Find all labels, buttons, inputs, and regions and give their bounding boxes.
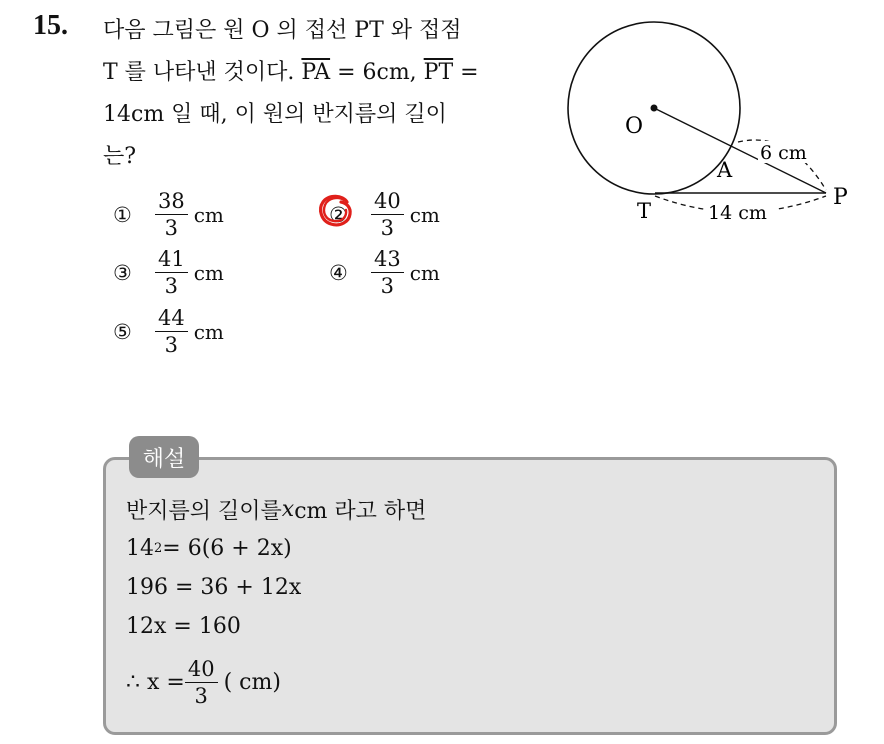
solution-content [126, 490, 426, 714]
label-p: P [833, 185, 848, 210]
question-line-2-c: = [453, 60, 479, 85]
choice-3-denominator: 3 [164, 274, 179, 298]
solution-eq-4-numerator: 40 [185, 657, 218, 683]
choice-5[interactable] [113, 306, 224, 357]
question-line-2-b: = 6cm, [330, 60, 424, 85]
question-line-1: 다음 그림은 원 O 의 접선 PT 와 접점 [103, 18, 462, 43]
choice-5-number: ⑤ [113, 319, 132, 344]
choice-4-numerator: 43 [371, 247, 404, 273]
question-line-2-a: T 를 나타낸 것이다. [103, 60, 302, 85]
choice-1-numerator: 38 [155, 189, 188, 215]
solution-line-1 [126, 490, 426, 529]
choice-4-number: ④ [329, 260, 348, 285]
solution-eq-4-unit: ( cm) [223, 669, 281, 695]
label-t: T [637, 199, 652, 223]
label-pt-length: 14 cm [708, 202, 767, 224]
solution-eq-4-denominator: 3 [194, 683, 208, 708]
choice-4-denominator: 3 [380, 274, 395, 298]
choice-4[interactable] [329, 247, 440, 298]
choice-5-fraction [155, 306, 188, 357]
choice-4-fraction [371, 247, 404, 298]
solution-tab: 해설 [129, 436, 199, 478]
question-line-3: 14cm 일 때, 이 원의 반지름의 길이 [103, 102, 447, 127]
solution-eq-3: 12x = 160 [126, 614, 241, 639]
question-text [103, 10, 533, 178]
choice-2-label: ② [329, 202, 348, 227]
choice-2-number [329, 203, 371, 227]
choice-5-denominator: 3 [164, 333, 179, 357]
solution-eq-2: 196 = 36 + 12x [126, 575, 302, 600]
choice-1[interactable] [113, 189, 224, 240]
choice-5-unit: cm [193, 319, 224, 344]
choice-2-denominator: 3 [380, 216, 395, 240]
choice-1-unit: cm [193, 202, 224, 227]
choice-3-unit: cm [193, 260, 224, 285]
segment-pa: $\overline{PA}$ [301, 60, 331, 85]
label-a: A [717, 158, 733, 182]
choice-2-numerator: 40 [371, 189, 404, 215]
solution-eq-4-prefix: ∴ x = [126, 669, 185, 695]
choice-4-unit: cm [409, 260, 440, 285]
solution-eq-4-fraction [185, 657, 218, 708]
choice-3-numerator: 41 [155, 247, 188, 273]
solution-eq-4 [126, 650, 426, 714]
solution-eq-1-b: = 6(6 + 2x) [162, 536, 292, 561]
choice-1-fraction [155, 189, 188, 240]
choice-3-fraction [155, 247, 188, 298]
label-o: O [625, 114, 644, 139]
solution-variable: x [281, 497, 295, 522]
choice-2-fraction [371, 189, 404, 240]
choice-3-number: ③ [113, 260, 132, 285]
label-pa-length: 6 cm [760, 142, 807, 164]
question-line-4: 는? [103, 144, 137, 169]
choice-2-unit: cm [409, 202, 440, 227]
solution-eq-1-a: 14 [126, 536, 154, 561]
choice-3[interactable] [113, 247, 224, 298]
question-number: 15. [33, 10, 68, 41]
solution-line-1-b: cm 라고 하면 [294, 499, 427, 524]
solution-eq-1 [126, 529, 426, 568]
choice-1-denominator: 3 [164, 216, 179, 240]
segment-pt: $\overline{PT}$ [423, 60, 454, 85]
choice-5-numerator: 44 [155, 306, 188, 332]
circle-tangent-diagram [540, 0, 884, 250]
solution-line-1-a: 반지름의 길이를 [126, 499, 282, 524]
choice-1-number: ① [113, 202, 132, 227]
question-line-2 [103, 52, 533, 94]
choice-2[interactable] [329, 189, 440, 240]
solution-eq-1-exp: 2 [154, 541, 163, 556]
